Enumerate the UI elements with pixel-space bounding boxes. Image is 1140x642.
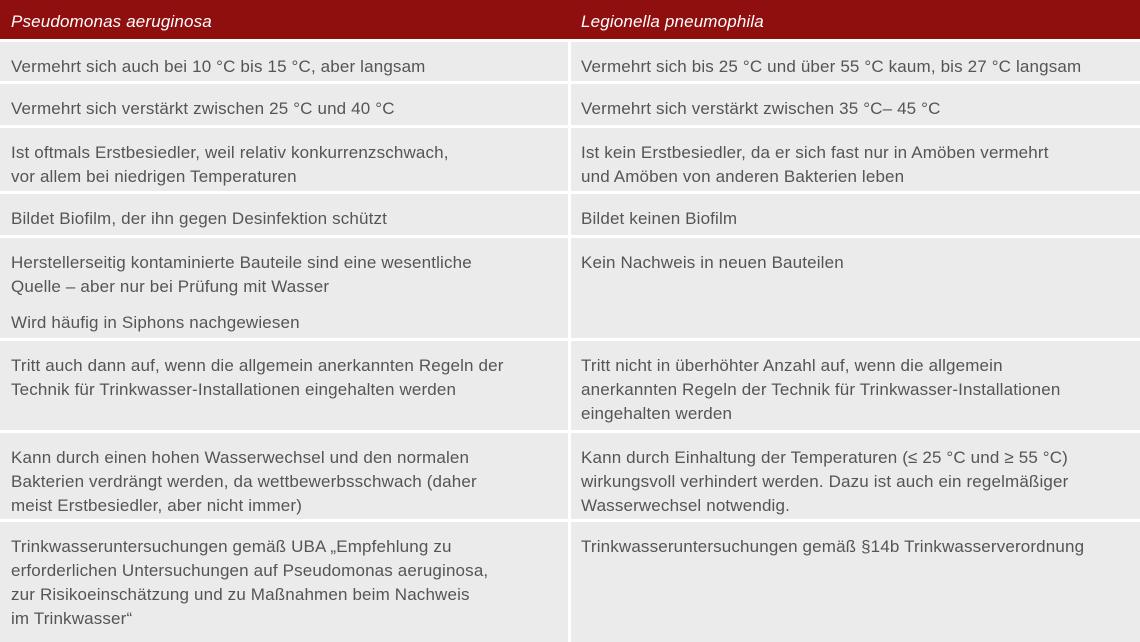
cell-line: Bakterien verdrängt werden, da wettbewerbsschwach (daher bbox=[11, 472, 477, 491]
cell-line: Quelle – aber nur bei Prüfung mit Wasser bbox=[11, 277, 330, 296]
table-row-7-left bbox=[0, 433, 568, 522]
cell-line: Ist oftmals Erstbesiedler, weil relativ konkurrenzschwach, bbox=[11, 143, 449, 162]
table-row-6-right bbox=[568, 341, 1140, 433]
table-row-1-left bbox=[0, 42, 568, 84]
cell-line: zur Risikoeinschätzung und zu Maßnahmen beim Nachweis bbox=[11, 585, 470, 604]
table-row-2-left bbox=[0, 84, 568, 128]
cell-line: im Trinkwasser“ bbox=[11, 609, 133, 628]
cell-line: wirkungsvoll verhindert werden. Dazu ist auch ein regelmäßiger bbox=[581, 472, 1069, 491]
cell-line: Vermehrt sich verstärkt zwischen 35 °C– 45 °C bbox=[581, 99, 941, 118]
cell-line: Trinkwasseruntersuchungen gemäß UBA „Empfehlung zu bbox=[11, 537, 452, 556]
header-left bbox=[0, 0, 568, 42]
cell-line: Wasserwechsel notwendig. bbox=[581, 496, 790, 515]
cell-line: Kein Nachweis in neuen Bauteilen bbox=[581, 253, 844, 272]
table-row-7-right bbox=[568, 433, 1140, 522]
cell-line: Vermehrt sich auch bei 10 °C bis 15 °C, aber langsam bbox=[11, 57, 426, 76]
cell-line: Vermehrt sich verstärkt zwischen 25 °C und 40 °C bbox=[11, 99, 395, 118]
cell-line: Bildet keinen Biofilm bbox=[581, 209, 738, 228]
header-right bbox=[568, 0, 1140, 42]
cell-line: Tritt nicht in überhöhter Anzahl auf, wenn die allgemein bbox=[581, 356, 1003, 375]
cell-line: Ist kein Erstbesiedler, da er sich fast nur in Amöben vermehrt bbox=[581, 143, 1049, 162]
cell-line: vor allem bei niedrigen Temperaturen bbox=[11, 167, 297, 186]
table-row-8-left bbox=[0, 522, 568, 642]
table-row-4-right bbox=[568, 194, 1140, 238]
cell-line: und Amöben von anderen Bakterien leben bbox=[581, 167, 905, 186]
cell-line: Trinkwasseruntersuchungen gemäß §14b Trinkwasserverordnung bbox=[581, 537, 1085, 556]
cell-line: Herstellerseitig kontaminierte Bauteile sind eine wesentliche bbox=[11, 253, 472, 272]
cell-line: Bildet Biofilm, der ihn gegen Desinfektion schützt bbox=[11, 209, 388, 228]
cell-line: Kann durch Einhaltung der Temperaturen (≤ 25 °C und ≥ 55 °C) bbox=[581, 448, 1068, 467]
header-left-label: Pseudomonas aeruginosa bbox=[11, 12, 212, 31]
table-row-8-right bbox=[568, 522, 1140, 642]
table-row-5-right bbox=[568, 238, 1140, 341]
cell-line: eingehalten werden bbox=[581, 404, 733, 423]
table-row-1-right bbox=[568, 42, 1140, 84]
table-row-6-left bbox=[0, 341, 568, 433]
cell-line: meist Erstbesiedler, aber nicht immer) bbox=[11, 496, 303, 515]
table-row-2-right bbox=[568, 84, 1140, 128]
table-row-3-left bbox=[0, 128, 568, 194]
cell-line: erforderlichen Untersuchungen auf Pseudomonas aeruginosa, bbox=[11, 561, 489, 580]
cell-line: Vermehrt sich bis 25 °C und über 55 °C kaum, bis 27 °C langsam bbox=[581, 57, 1082, 76]
table-row-3-right bbox=[568, 128, 1140, 194]
cell-line: Tritt auch dann auf, wenn die allgemein anerkannten Regeln der bbox=[11, 356, 504, 375]
cell-line: anerkannten Regeln der Technik für Trinkwasser-Installationen bbox=[581, 380, 1061, 399]
table-row-4-left bbox=[0, 194, 568, 238]
table-row-5-left bbox=[0, 238, 568, 341]
cell-extra-paragraph: Wird häufig in Siphons nachgewiesen bbox=[11, 313, 300, 332]
cell-line: Technik für Trinkwasser-Installationen eingehalten werden bbox=[11, 380, 457, 399]
header-right-label: Legionella pneumophila bbox=[581, 12, 764, 31]
cell-line: Kann durch einen hohen Wasserwechsel und den normalen bbox=[11, 448, 470, 467]
